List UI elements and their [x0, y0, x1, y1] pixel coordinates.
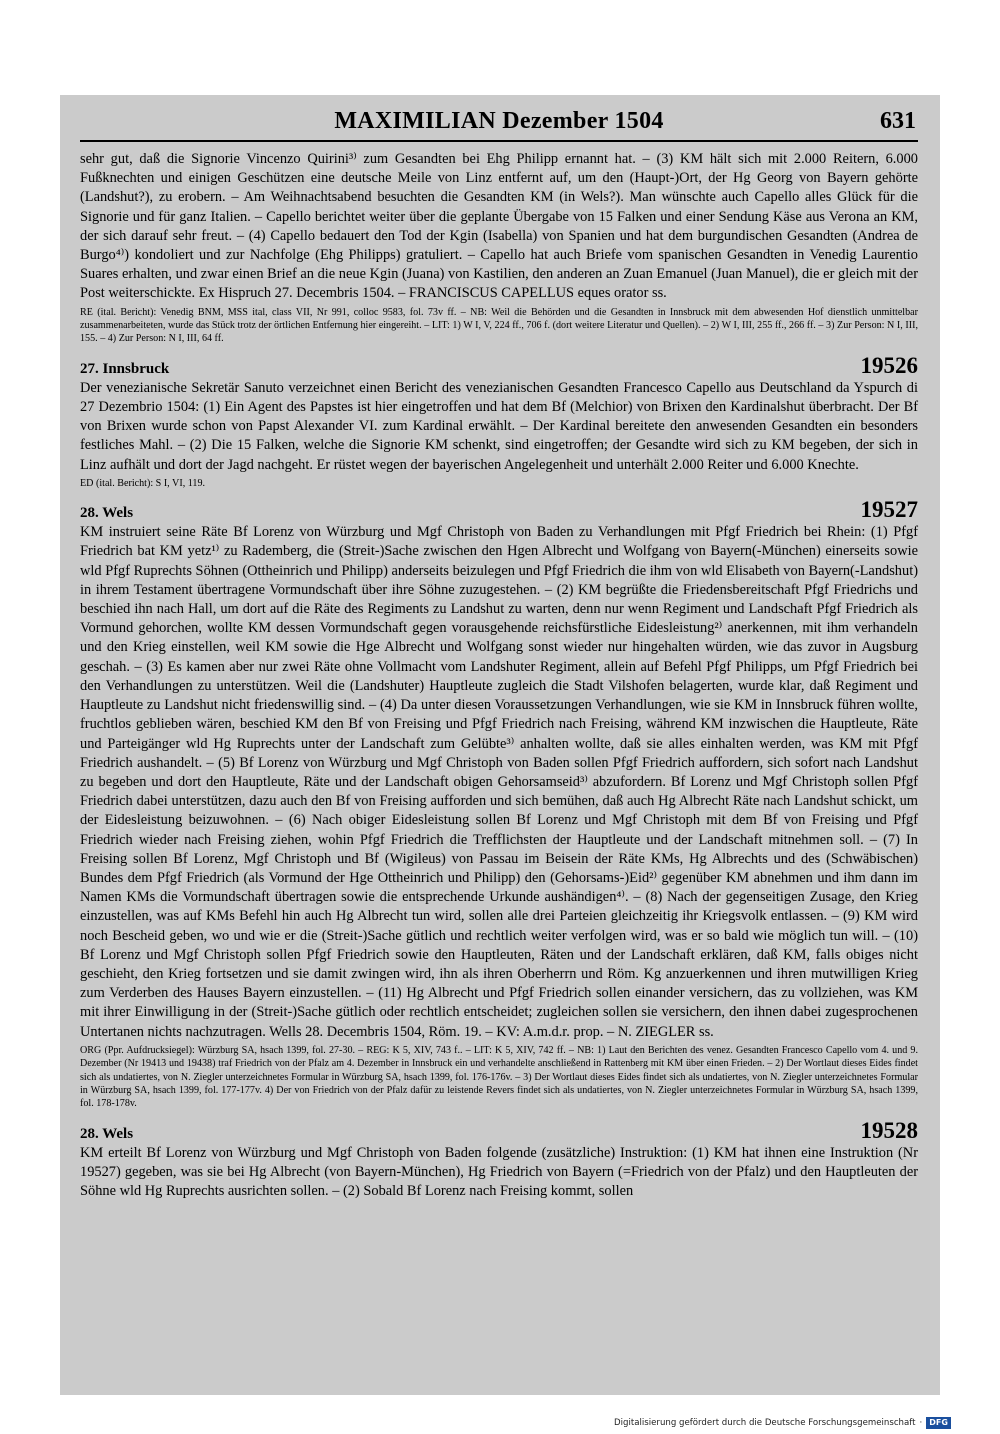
entry-heading [80, 497, 918, 523]
entry-place-date: 28. Wels [80, 505, 134, 522]
entry-text: sehr gut, daß die Signorie Vincenzo Quirini³⁾ zum Gesandten bei Ehg Philipp ernannt hat. – (3) KM hält sich mit 2.000 Reitern, 6.000 Fußknechten und einigen Geschützen eine deutsche Meile von Linz entfernt auf, um den (Haupt-)Ort, der Hg Georg von Bayern gehörte (Landshut?), zu erobern. – Am Weihnachtsabend besuchten die Gesandten KM (in Wels?). Man wünschte auch Capello alles Glück für die Signorie und für ganz Italien. – Capello berichtet weiter über die geplante Übergabe von 15 Falken und einer Sendung Käse aus Verona an KM, der sich darauf sehr freut. – (4) Capello bedauert den Tod der Kgin (Isabella) von Spanien und hat dem burgundischen Gesandten (Andrea de Burgo⁴⁾) kondoliert und zur Nachfolge (Ehg Philipps) gratuliert. – Capello hat auch Briefe vom spanischen Gesandten in Venedig Laurentio Suares erhalten, und zwar einen Brief an die neue Kgin (Juana) von Kastilien, den anderen an Zuan Emanuel (Juan Manuel), die er gleich mit der Post weiterschickte. Ex Hispruch 27. Decembris 1504. – FRANCISCUS CAPELLUS eques orator ss. [80, 151, 918, 302]
entry-heading [80, 352, 918, 379]
entry-heading [80, 1117, 918, 1144]
entry-apparatus: ED (ital. Bericht): S I, VI, 119. [80, 477, 206, 489]
entry-apparatus: RE (ital. Bericht): Venedig BNM, MSS ital, class VII, Nr 991, colloc 9583, fol. 73v ff. – NB: Weil die Behörden und die Gesandten in Innsbruck mit dem abwesenden Hof dienstlich unmittelbar zusammenarbeiteten, wurde das Stück trotz der örtlichen Entfernung hier eingereiht. – LIT: 1) W I, V, 224 ff., 706 f. (dort weitere Literatur und Quellen). – 2) W I, III, 255 ff., 266 ff. – 3) Zur Person: N I, III, 155. – 4) Zur Person: N I, III, 64 ff. [80, 306, 918, 345]
running-title: MAXIMILIAN Dezember 1504 [334, 108, 664, 134]
page-number: 631 [880, 108, 916, 134]
entry-number: 19528 [860, 1117, 918, 1143]
footer-credit [614, 1416, 994, 1430]
separator-dot: · [919, 1418, 923, 1428]
entry-number: 19527 [860, 497, 918, 523]
entry-place-date: 27. Innsbruck [80, 360, 170, 377]
entry-place-date: 28. Wels [80, 1125, 134, 1142]
regest-entry-19528 [80, 1117, 918, 1202]
entry-apparatus: ORG (Ppr. Aufdrucksiegel): Würzburg SA, hsach 1399, fol. 27-30. – REG: K 5, XIV, 743 f.. – LIT: K 5, XIV, 742 ff. – NB: 1) Laut den Berichten des venez. Gesandten Francesco Capello vom 4. und 9. Dezember (Nr 19413 und 19438) traf Friedrich von der Pfalz am 4. Dezember in Innsbruck ein und verhandelte anschließend in Rattenberg mit KM über einen Frieden. – 2) Der Wortlaut dieses Eides findet sich als undatiertes, von N. Ziegler unterzeichnetes Formular in Würzburg SA, hsach 1399, fol. 176-176v. – 3) Der Wortlaut dieses Eides findet sich als undatiertes, von N. Ziegler unterzeichnetes Formular in Würzburg SA, hsach 1399, fol. 177-177v. 4) Der von Friedrich von der Pfalz dafür zu leistende Revers findet sich als undatiertes, von N. Ziegler unterzeichnetes Formular in Würzburg SA, hsach 1399, fol. 178-178v. [80, 1044, 918, 1110]
entry-text: KM erteilt Bf Lorenz von Würzburg und Mgf Christoph von Baden folgende (zusätzliche) Instruktion: (1) KM hat ihnen eine Instruktion (Nr 19527) gegeben, was sie bei Hg Albrecht (von Bayern-München), Hg Friedrich von Bayern (=Friedrich von der Pfalz) und den Hauptleuten der Söhne wld Hg Ruprechts ausrichten sollen. – (2) Sobald Bf Lorenz nach Freising kommt, sollen [80, 1144, 918, 1200]
page-body [80, 150, 918, 1201]
entry-text: Der venezianische Sekretär Sanuto verzeichnet einen Bericht des venezianischen Gesandten Francesco Capello aus Deutschland da Yspurch di 27 Dezembrio 1504: (1) Ein Agent des Papstes ist hier eingetroffen und hat dem Bf (Melchior) von Brixen den Kardinalshut überbracht. Der Bf von Brixen wurde schon von Papst Alexander VI. zum Kardinal erwählt. – Der Kardinal bereitete den anwesenden Gesandten ein besonders festliches Mahl. – (2) Die 15 Falken, welche die Signorie KM schenkt, sind eingetroffen; der Gesandte wird sich zu KM begeben, der sich in Linz aufhält und dort der Jagd nachgeht. Er rüstet wegen der bayerischen Angelegenheit und unterhält 2.000 Reiter und 6.000 Knechte. [80, 379, 918, 473]
entry-number: 19526 [860, 352, 918, 378]
regest-entry-19526 [80, 352, 918, 490]
funding-credit-text: Digitalisierung gefördert durch die Deutsche Forschungsgemeinschaft [614, 1418, 916, 1428]
regest-entry-19527 [80, 497, 918, 1111]
page-header [80, 104, 918, 142]
entry-text: KM instruiert seine Räte Bf Lorenz von Würzburg und Mgf Christoph von Baden zu Verhandlungen mit Pfgf Friedrich bei Rhein: (1) Pfgf Friedrich bat KM yetz¹⁾ zu Rademberg, die (Streit-)Sache zwischen den Hgen Albrecht und Wolfgang von Bayern(-München) einerseits sowie wld Pfgf Ruprechts Söhnen (Ottheinrich und Philipp) anderseits beizulegen und Pfgf Friedrich die ihm von wld Elisabeth von Bayern(-Landshut) in ihrem Testament übertragene Vormundschaft über ihre Söhne zuzugestehen. – (2) KM begrüßte die Friedensbereitschaft Pfgf Friedrichs und beschied ihn nach Hall, um dort auf die Räte des Regiments zu Landshut zu warten, denn nur wenn Regiment und Landschaft Pfgf Friedrich als Vormund gehorchen, wollte KM dessen Vormundschaft gegen vorausgehende reichsfürstliche Eidesleistung²⁾ anerkennen, mit ihm verhandeln und den Krieg einstellen, weil KM sowie die Hge Albrecht und Wolfgang sonst wieder nur hingehalten würden, wie das zuvor in Augsburg geschah. – (3) Es kamen aber nur zwei Räte ohne Vollmacht vom Landshuter Regiment, allein auf Befehl Pfgf Philipps, um Pfgf Friedrich bei den Verhandlungen zu unterstützen. Weil die (Landshuter) Hauptleute zugleich die Stadt Vilshofen belagerten, wurde klar, daß Regiment und Hauptleute zu Landshut nicht friedenswillig sind. – (4) Da unter diesen Voraussetzungen Verhandlungen, wie sie KM in Innsbruck führen wollte, fruchtlos geblieben wären, beschied KM den Bf von Freising und Pfgf Friedrich nach Freising, während KM inzwischen die Hauptleute, Räte und Parteigänger wld Hg Ruprechts unter der Landschaft zum Gelübte³⁾ anhalten wollte, daß sie alles einhalten werden, was KM mit Pfgf Friedrich aushandelt. – (5) Bf Lorenz von Würzburg und Mgf Christoph von Baden sollen Pfgf Friedrich auffordern, sich sofort nach Landshut zu begeben und dort den Hauptleute, Räte und der Landschaft obigen Gehorsamseid³⁾ abzufordern. Bf Lorenz und Mgf Christoph sollen Pfgf Friedrich dabei unterstützen, dazu auch den Bf von Freising aufforden und sich bemühen, daß auch Hg Albrecht Räte nach Landshut schickt, um der Eidesleistung beizuwohnen. – (6) Nach obiger Eidesleistung sollen Bf Lorenz und Mgf Christoph mit dem Bf von Freising und Pfgf Friedrich wieder nach Freising ziehen, wohin Pfgf Friedrich die Trefflichsten der Hauptleute und der Landschaft mitnehmen soll. – (7) In Freising sollen Bf Lorenz, Mgf Christoph und Bf (Wigileus) von Passau im Beisein der Räte KMs, Hg Albrechts und des (Schwäbischen) Bundes dem Pfgf Friedrich (als Vormund der Hge Ottheinrich und Philipp) den (Gehorsams-)Eid²⁾ gegenüber KM abnehmen und ihm dann im Namen KMs die Vormundschaft übertragen sowie die entsprechende Urkunde aushändigen⁴⁾. – (8) Nach der gegenseitigen Zusage, den Krieg einzustellen, was auf KMs Befehl hin auch Hg Albrecht tun wird, sollen alle drei Parteien gleichzeitig ihr Kriegsvolk entlassen. – (9) KM wird noch Bescheid geben, wo und wie er die (Streit-)Sache gütlich und rechtlich weiter verfolgen wird, was er so bald wie möglich tun will. – (10) Bf Lorenz und Mgf Christoph sollen Pfgf Friedrich sowie den Hauptleuten, Räten und der Landschaft erklären, daß KM, falls obiges nicht geschieht, den Krieg fortsetzen und sie damit zwingen wird, ihn als ihren Oberherrn und Röm. Kg anzuerkennen und ihren mutwilligen Krieg zum Verderben des Hauses Bayern einzustellen. – (11) Hg Albrecht und Pfgf Friedrich sollen einander versichern, das zu vollziehen, was KM mit ihrer Einwilligung in der (Streit-)Sache gütlich oder rechtlich entscheidet; zugleichen sollen sie versichern, den ihnen dabei zugesprochenen Untertanen nichts nachzutragen. Wells 28. Decembris 1504, Röm. 19. – KV: A.m.d.r. prop. – N. ZIEGLER ss. [80, 524, 918, 1040]
dfg-logo-icon: DFG [926, 1417, 951, 1429]
continuation-entry [80, 150, 918, 346]
